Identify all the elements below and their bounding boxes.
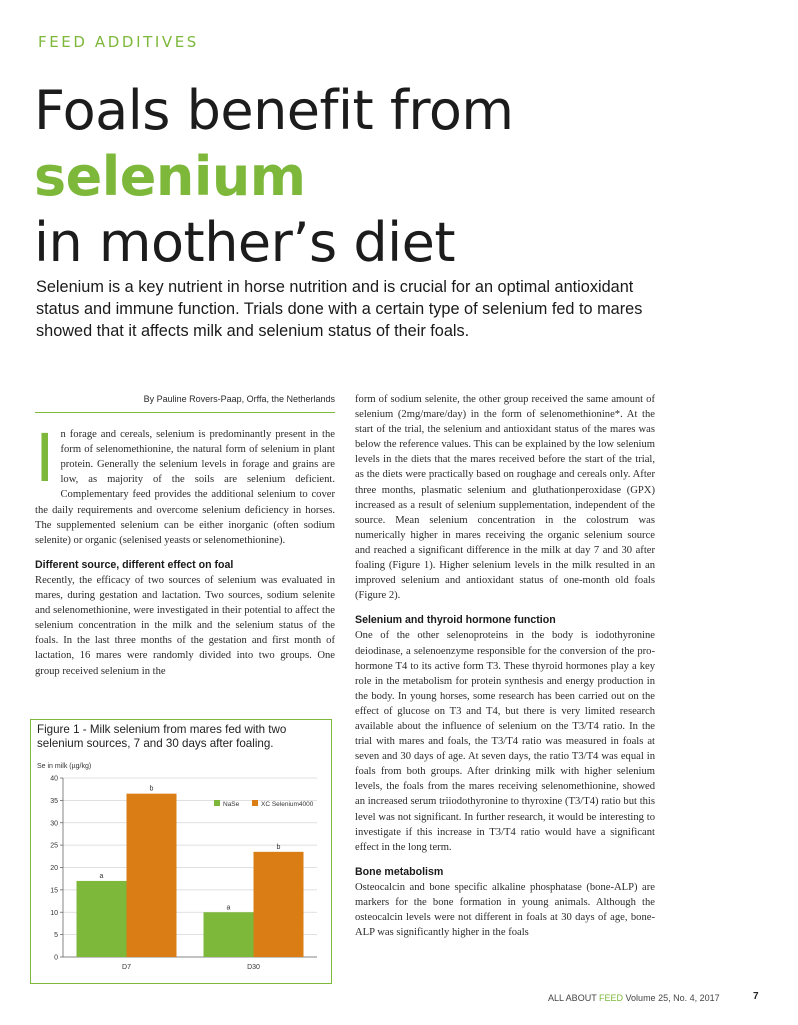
bar-chart [31, 720, 330, 982]
significance-label: a [99, 872, 104, 880]
significance-label: b [276, 843, 281, 851]
right-paragraph-1: form of sodium selenite, the other group received the same amount of selenium (2mg/mare/day) in the form of selenomethionine*. At the start of the trial, the selenium and antioxidant status of the mares was below the reference values. This can be explained by the low selenium levels in the diets that the mares received before the start of the trial, as the diets were practically based on roughage and cereals only. After three months, plasmatic selenium and gluthationperoxidase (GPX) increased as a result of selenium supplementation, independent of the source. Mean selenium concentration in the colostrum was numerically higher in mares receiving the organic selenium source and reached a significant difference in the milk at day 7 and 30 after foaling (Figure 1). Higher selenium levels in the milk resulted in an improved selenium and antioxidant status of one-month old foals (Figure 2). [355, 394, 655, 602]
figure-title: Figure 1 - Milk selenium from mares fed with two selenium sources, 7 and 30 days after foaling. [37, 723, 287, 750]
right-paragraph-2: One of the other selenoproteins in the body is iodothyronine deiodinase, a selenoenzyme responsible for the conversion of the pro-hormone T4 to its active form T3. These thyroid hormones play a key role in the metabolism for protein synthesis and energy production in the body. In young horses, some research has been carried out on the effect of glucose on T3 and T4, but there is very limited research available about the influence of selenium on the T3/T4 ratio. In the trial with mares and foals, the T3/T4 ratio was measured in foals at seven and 30 days of age. At seven days, the ratio T3/T4 was equal in foals from both groups. After drinking milk with higher selenium levels, the foals from the mares receiving selenomethionine, showed an increased serum triiodothyronine to thyroxine (T3/T4) ratio but this level was not significant. In further research, it would be interesting to investigate if this increase in T3/T4 ratio would have a significant effect in the long term. [355, 630, 655, 853]
y-tick-label: 30 [50, 820, 58, 828]
x-tick-label: D30 [247, 964, 260, 971]
y-tick-label: 0 [54, 954, 58, 962]
legend-swatch [214, 800, 220, 806]
bar-xc-selenium4000 [127, 794, 177, 957]
headline-accent: selenium [34, 145, 306, 208]
legend-label: XC Selenium4000 [261, 801, 314, 808]
legend-swatch [252, 800, 258, 806]
intro-paragraph [35, 420, 335, 548]
right-paragraph-3: Osteocalcin and bone specific alkaline phosphatase (bone-ALP) are markers for the bone formation in young animals. Although the osteocalcin levels were not different in foals at 30 days of age, bone-ALP was significantly higher in the foals [355, 881, 655, 939]
byline: By Pauline Rovers-Paap, Orffa, the Netherlands [35, 392, 335, 413]
y-tick-label: 40 [50, 775, 58, 783]
footer-prefix: ALL ABOUT [548, 993, 600, 1003]
y-tick-label: 20 [50, 865, 58, 872]
subheading-source: Different source, different effect on foal [35, 558, 234, 571]
significance-label: a [226, 904, 231, 912]
drop-cap: I [35, 420, 55, 498]
lead-paragraph: Selenium is a key nutrient in horse nutrition and is crucial for an optimal antioxidant status and immune function. Trials done with a certain type of selenium fed to mares showed that it affects milk and selenium status of their foals. [36, 278, 643, 340]
body-paragraph: Recently, the efficacy of two sources of selenium was evaluated in mares, during gestation and lactation. Two sources, sodium selenite and selenomethionine, were investigated in their potential to affect the selenium concentration in the milk and the selenium status of the foals. In the last three months of the gestation and first month of lactation, 16 mares were randomly divided into two groups. One group received selenium in the [35, 574, 335, 677]
significance-label: b [149, 785, 154, 793]
legend-label: NaSe [223, 801, 240, 808]
bar-nase [204, 912, 254, 957]
page-number: 7 [753, 991, 759, 1002]
y-tick-label: 15 [50, 887, 58, 895]
y-tick-label: 25 [50, 842, 58, 850]
intro-text: n forage and cereals, selenium is predominantly present in the form of selenomethionine, the natural form of selenium in plant protein. Generally the selenium levels in forage and grains are low, as majority of the soils are selenium deficient. Complementary feed provides the additional selenium to cover the daily requirements and overcome selenium deficiency in horses. The supplemented selenium can be either inorganic (often sodium selenite) or organic (selenised yeasts or selenomethionine). [35, 429, 335, 546]
x-tick-label: D7 [122, 964, 131, 971]
section-kicker: FEED ADDITIVES [38, 33, 199, 51]
headline-part1: Foals benefit from [34, 79, 514, 142]
bar-nase [77, 881, 127, 957]
footer-issue-text: Volume 25, No. 4, 2017 [623, 993, 720, 1003]
footer-brand: FEED [599, 993, 624, 1003]
subheading-thyroid: Selenium and thyroid hormone function [355, 614, 556, 627]
footer-issue [548, 993, 720, 1003]
subheading-bone: Bone metabolism [355, 865, 444, 878]
right-column [355, 392, 655, 940]
y-axis-label: Se in milk (µg/kg) [37, 763, 92, 770]
y-tick-label: 35 [50, 797, 58, 805]
y-tick-label: 10 [50, 909, 58, 917]
headline-part2: in mother’s diet [34, 211, 455, 274]
figure-1 [30, 719, 332, 984]
left-column [35, 392, 335, 679]
bar-xc-selenium4000 [254, 852, 304, 957]
headline [34, 78, 774, 276]
y-tick-label: 5 [54, 932, 58, 940]
